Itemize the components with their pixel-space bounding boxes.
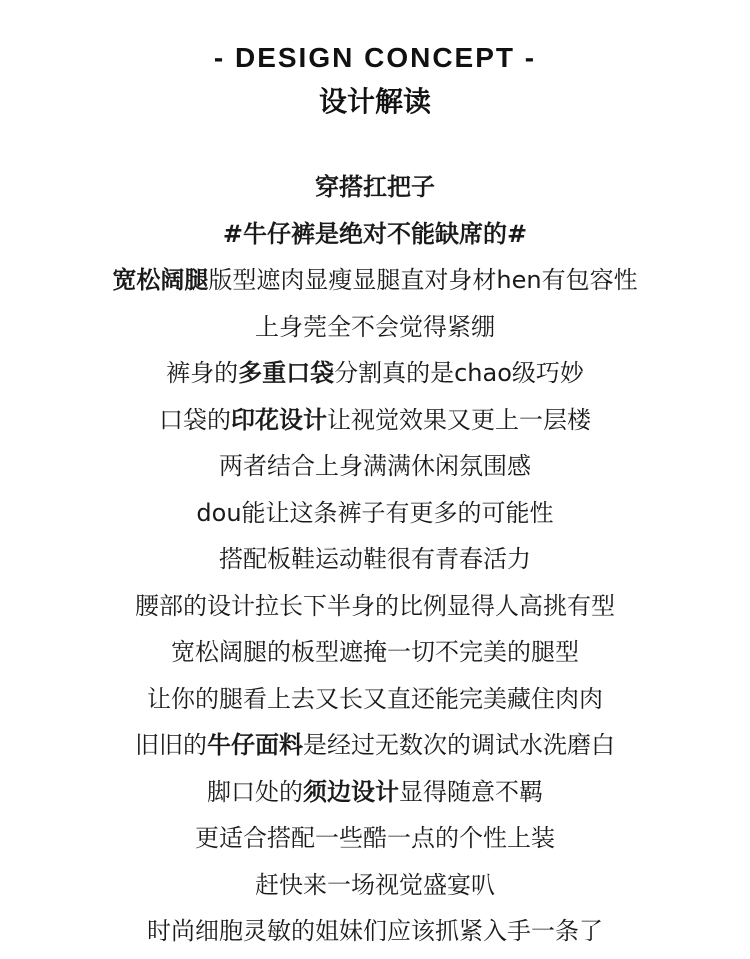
line-text: 更适合搭配一些酷一点的个性上装 [195,824,555,852]
description-line [0,164,750,211]
line-text: 赶快来一场视觉盛宴叭 [255,870,495,899]
description-line [0,397,750,444]
line-text: 两者结合上身满满休闲氛围感 [219,452,531,480]
line-text: 穿搭扛把子 [315,173,435,201]
line-text: 口袋的 [159,405,231,434]
description-line [0,443,750,490]
description-line [0,350,750,397]
description-line [0,490,750,537]
line-text: 让视觉效果又更上一层楼 [327,405,591,434]
line-text: 版型遮肉显瘦显腿直对身材hen有包容性 [208,266,638,294]
description-line [0,583,750,630]
line-text: 旧旧的 [135,731,207,759]
line-text: 宽松阔腿的板型遮掩一切不完美的腿型 [171,638,579,666]
description-line [0,257,750,304]
line-text: 时尚细胞灵敏的姐妹们应该抓紧入手一条了 [147,917,603,945]
description-line [0,211,750,258]
description-line [0,536,750,583]
description-line [0,908,750,955]
description-line [0,629,750,676]
line-text: 让你的腿看上去又长又直还能完美藏住肉肉 [147,684,603,713]
description-line [0,769,750,816]
highlight-text: 多重口袋 [238,359,335,387]
highlight-text: 印花设计 [231,405,327,434]
description-text-block [0,164,750,955]
line-text: #牛仔裤是绝对不能缺席的# [222,219,528,248]
line-text: 是经过无数次的调试水洗磨白 [303,731,615,759]
description-line [0,815,750,862]
section-title-chinese: 设计解读 [318,85,431,118]
highlight-text: 牛仔面料 [207,731,303,759]
line-text: 搭配板鞋运动鞋很有青春活力 [219,545,531,573]
line-text: 上身莞全不会觉得紧绷 [255,312,495,341]
line-text: 腰部的设计拉长下半身的比例显得人高挑有型 [135,591,615,620]
line-text: dou能让这条裤子有更多的可能性 [196,498,554,527]
line-text: 显得随意不羁 [399,777,543,806]
line-text: 裤身的 [166,359,239,387]
line-text: 脚口处的 [207,777,303,806]
highlight-text: 宽松阔腿 [112,266,209,294]
line-text: 分割真的是chao级巧妙 [334,359,584,387]
description-line [0,862,750,909]
highlight-text: 须边设计 [303,777,399,806]
description-line [0,304,750,351]
description-line [0,676,750,723]
section-title-english: - DESIGN CONCEPT - [213,42,537,73]
description-line [0,722,750,769]
